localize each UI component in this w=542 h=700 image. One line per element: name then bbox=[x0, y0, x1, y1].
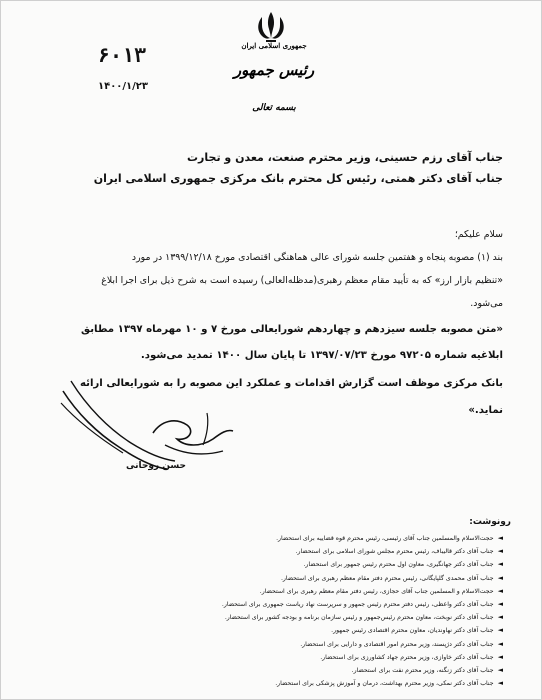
copy-recipient: جناب آقای دکتر قالیباف، رئیس محترم مجلس شورای اسلامی برای استحضار. bbox=[295, 548, 494, 556]
body-line: می‌شود. bbox=[470, 298, 503, 309]
copy-recipient: جناب آقای دکتر واعظی، رئیس دفتر محترم رئیس جمهور و سرپرست نهاد ریاست جمهوری برای استحضار. bbox=[221, 600, 494, 608]
list-item bbox=[23, 638, 503, 651]
bullet-icon: ◄ bbox=[497, 534, 503, 542]
list-item bbox=[23, 532, 503, 545]
list-item bbox=[23, 611, 503, 624]
list-item bbox=[23, 677, 503, 690]
bullet-icon: ◄ bbox=[497, 639, 503, 648]
addressee-line: جناب آقای رزم حسینی، وزیر محترم صنعت، معدن و تجارت bbox=[187, 151, 503, 164]
letterhead-title: رئیس جمهور bbox=[233, 61, 315, 79]
directive-line: «متن مصوبه جلسه سیزدهم و چهاردهم شورایعالی مورخ ۷ و ۱۰ مهرماه ۱۳۹۷ مطابق bbox=[81, 324, 503, 335]
emblem-icon bbox=[251, 9, 291, 43]
bullet-icon: ◄ bbox=[497, 547, 503, 556]
list-item bbox=[23, 651, 503, 664]
copy-recipient: جناب آقای دکتر نمکی، وزیر محترم بهداشت، درمان و آموزش پزشکی برای استحضار. bbox=[275, 680, 494, 688]
bullet-icon: ◄ bbox=[497, 560, 503, 569]
copy-recipient: جناب آقای محمدی گلپایگانی، رئیس محترم دفتر مقام معظم رهبری برای استحضار. bbox=[280, 574, 494, 582]
bullet-icon: ◄ bbox=[497, 665, 503, 674]
copy-recipient: جناب آقای دکتر خاوازی، وزیر محترم جهاد کشاورزی برای استحضار. bbox=[320, 653, 494, 661]
copy-recipient: جناب آقای دکتر دژپسند، وزیر محترم امور اقتصادی و دارایی برای استحضار. bbox=[300, 640, 494, 648]
list-item bbox=[23, 664, 503, 677]
copy-recipient: جناب آقای دکتر نوبخت، معاون محترم رئیس‌جمهور و رئیس سازمان برنامه و بودجه کشور برای استحضار. bbox=[224, 614, 494, 622]
copy-recipient: جناب آقای دکتر زنگنه، وزیر محترم نفت برای استحضار. bbox=[351, 666, 494, 674]
bullet-icon: ◄ bbox=[497, 573, 503, 582]
document-date: ۱۴۰۰/۱/۲۳ bbox=[97, 81, 149, 92]
directive-line: بانک مرکزی موظف است گزارش اقدامات و عملکرد این مصوبه را به شورایعالی ارائه bbox=[79, 378, 503, 389]
list-item bbox=[23, 598, 503, 611]
bullet-icon: ◄ bbox=[497, 679, 503, 688]
copy-recipient: حجت‌الاسلام والمسلمین جناب آقای رئیسی، رئیس محترم قوه قضاییه برای استحضار. bbox=[276, 535, 494, 542]
addressee-line: جناب آقای دکتر همتی، رئیس کل محترم بانک مرکزی جمهوری اسلامی ایران bbox=[93, 172, 503, 185]
list-item bbox=[23, 545, 503, 558]
body-line: «تنظیم بازار ارز» که به تأیید مقام معظم رهبری(مدظله‌العالی) رسیده است به شرح ذیل برای اجرا ابلاغ bbox=[101, 275, 503, 286]
letterhead-classification: بسمه تعالی bbox=[252, 103, 296, 113]
bullet-icon: ◄ bbox=[497, 626, 503, 635]
copies-heading: رونوشت: bbox=[469, 517, 511, 527]
copy-recipient: حجت‌الاسلام و المسلمین جناب آقای حجازی، رئیس دفتر مقام معظم رهبری برای استحضار. bbox=[259, 587, 494, 595]
list-item bbox=[23, 585, 503, 598]
letterhead-org: جمهوری اسلامی ایران bbox=[241, 41, 307, 50]
bullet-icon: ◄ bbox=[497, 652, 503, 661]
list-item bbox=[23, 624, 503, 637]
signatory-name: حسن روحانی bbox=[125, 461, 186, 471]
bullet-icon: ◄ bbox=[497, 599, 503, 608]
directive-line: ابلاغیه شماره ۹۷۲۰۵ مورخ ۱۳۹۷/۰۷/۲۳ تا پایان سال ۱۴۰۰ تمدید می‌شود. bbox=[140, 350, 503, 361]
directive-line: نماید.» bbox=[468, 405, 503, 416]
copies-list bbox=[23, 532, 503, 690]
copy-recipient: جناب آقای دکتر جهانگیری، معاون اول محترم رئیس جمهور برای استحضار. bbox=[303, 561, 494, 569]
bullet-icon: ◄ bbox=[497, 613, 503, 622]
document-number: ۶۰۱۳ bbox=[97, 43, 147, 67]
copy-recipient: جناب آقای دکتر نهاوندیان، معاون محترم اقتصادی رئیس جمهور. bbox=[331, 627, 494, 635]
list-item bbox=[23, 558, 503, 571]
greeting: سلام علیکم؛ bbox=[454, 229, 503, 240]
body-line: بند (۱) مصوبه پنجاه و هفتمین جلسه شورای عالی هماهنگی اقتصادی مورخ ۱۳۹۹/۱۲/۱۸ در مورد bbox=[131, 252, 503, 263]
list-item bbox=[23, 572, 503, 585]
bullet-icon: ◄ bbox=[497, 586, 503, 595]
